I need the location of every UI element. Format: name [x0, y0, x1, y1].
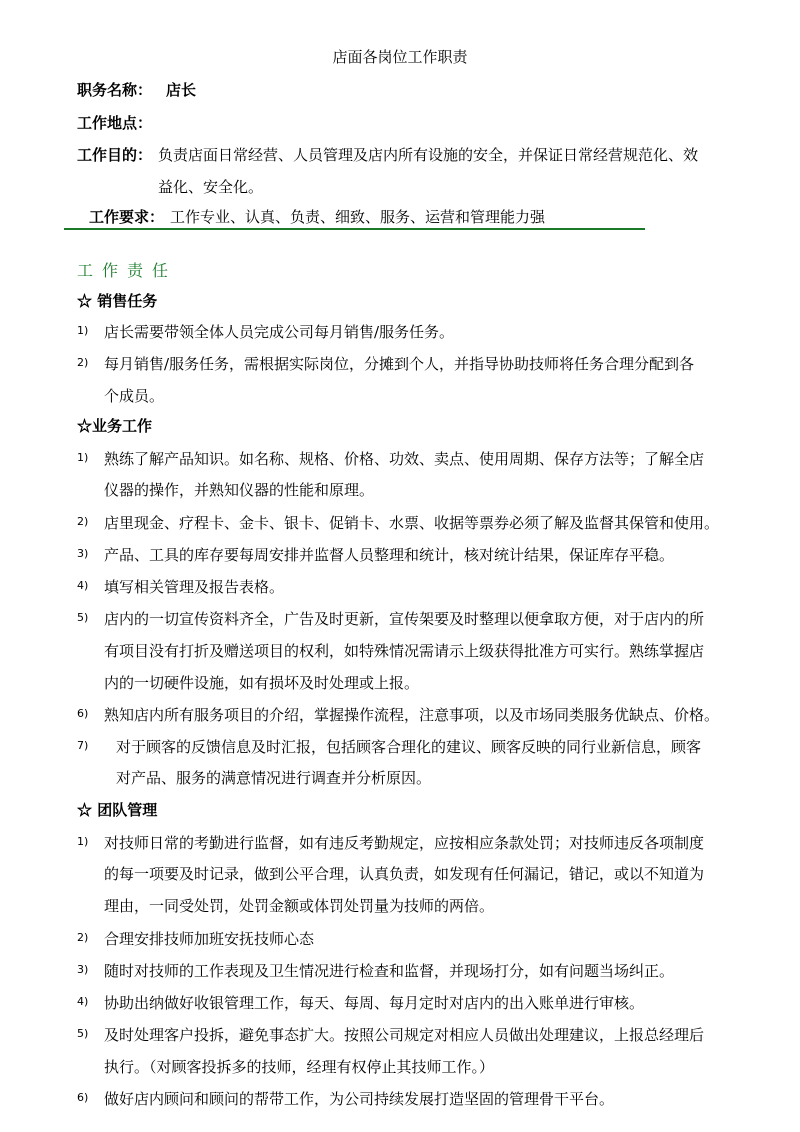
page-title: 店面各岗位工作职责 [332, 48, 468, 66]
work-requirement-label: 工作要求： [89, 208, 165, 226]
list-item: 熟练了解产品知识。如名称、规格、价格、功效、卖点、使用周期、保存方法等；了解全店 [104, 450, 705, 468]
list-item: 对产品、服务的满意情况进行调查并分析原因。 [116, 769, 432, 787]
list-item: 店内的一切宣传资料齐全，广告及时更新，宣传架要及时整理以便拿取方便，对于店内的所 [104, 610, 705, 628]
work-requirement-value: 工作专业、认真、负责、细致、服务、运营和管理能力强 [170, 208, 546, 226]
item-number: 1) [77, 835, 89, 848]
item-number: 1) [77, 451, 89, 464]
list-item: 仪器的操作，并熟知仪器的性能和原理。 [104, 481, 375, 499]
list-item: 理由，一同受处罚，处罚金额或体罚处罚量为技师的两倍。 [104, 897, 495, 915]
work-location-label: 工作地点： [77, 114, 153, 132]
work-purpose-label: 工作目的： [77, 146, 153, 164]
list-item: 执行。（对顾客投拆多的技师，经理有权停止其技师工作。） [104, 1058, 495, 1076]
work-purpose-line: 益化、安全化。 [158, 178, 264, 196]
item-number: 2) [77, 356, 89, 369]
list-item: 做好店内顾问和顾问的帮带工作，为公司持续发展打造坚固的管理骨干平台。 [104, 1090, 615, 1108]
list-item: 对技师日常的考勤进行监督，如有违反考勤规定，应按相应条款处罚；对技师违反各项制度 [104, 834, 705, 852]
list-item: 内的一切硬件设施，如有损坏及时处理或上报。 [104, 674, 420, 692]
section-title-team: ☆ 团队管理 [77, 801, 158, 819]
item-number: 5) [77, 1027, 89, 1040]
list-item: 店长需要带领全体人员完成公司每月销售/服务任务。 [104, 323, 455, 341]
item-number: 2) [77, 931, 89, 944]
list-item: 合理安排技师加班安抚技师心态 [104, 930, 315, 948]
section-title-business: ☆业务工作 [77, 417, 153, 435]
item-number: 5) [77, 611, 89, 624]
item-number: 3) [77, 963, 89, 976]
responsibilities-heading: 工作责任 [77, 261, 178, 280]
section-title-sales: ☆ 销售任务 [77, 292, 158, 310]
list-item: 协助出纳做好收银管理工作，每天、每周、每月定时对店内的出入账单进行审核。 [104, 994, 645, 1012]
list-item: 熟知店内所有服务项目的介绍，掌握操作流程，注意事项，以及市场同类服务优缺点、价格。 [104, 706, 720, 724]
item-number: 6) [77, 707, 89, 720]
item-number: 4) [77, 995, 89, 1008]
list-item: 填写相关管理及报告表格。 [104, 578, 285, 596]
work-purpose-line: 负责店面日常经营、人员管理及店内所有设施的安全，并保证日常经营规范化、效 [158, 146, 699, 164]
list-item: 每月销售/服务任务，需根据实际岗位，分摊到个人，并指导协助技师将任务合理分配到各 [104, 355, 695, 373]
item-number: 2) [77, 515, 89, 528]
list-item: 有项目没有打折及赠送项目的权利，如特殊情况需请示上级获得批准方可实行。熟练掌握店 [104, 642, 705, 660]
job-name-label: 职务名称： [77, 81, 153, 99]
list-item: 及时处理客户投拆，避免事态扩大。按照公司规定对相应人员做出处理建议，上报总经理后 [104, 1026, 705, 1044]
list-item: 个成员。 [104, 387, 165, 405]
item-number: 1) [77, 324, 89, 337]
list-item: 店里现金、疗程卡、金卡、银卡、促销卡、水票、收据等票券必须了解及监督其保管和使用。 [104, 514, 720, 532]
list-item: 产品、工具的库存要每周安排并监督人员整理和统计，核对统计结果，保证库存平稳。 [104, 546, 675, 564]
job-name-value: 店长 [166, 81, 197, 99]
divider-line [64, 228, 645, 230]
list-item: 随时对技师的工作表现及卫生情况进行检查和监督，并现场打分，如有问题当场纠正。 [104, 962, 675, 980]
list-item: 对于顾客的反馈信息及时汇报，包括顾客合理化的建议、顾客反映的同行业新信息，顾客 [116, 738, 702, 756]
item-number: 7) [77, 739, 89, 752]
list-item: 的每一项要及时记录，做到公平合理，认真负责，如发现有任何漏记，错记，或以不知道为 [104, 865, 705, 883]
item-number: 3) [77, 547, 89, 560]
item-number: 4) [77, 579, 89, 592]
item-number: 6) [77, 1091, 89, 1104]
